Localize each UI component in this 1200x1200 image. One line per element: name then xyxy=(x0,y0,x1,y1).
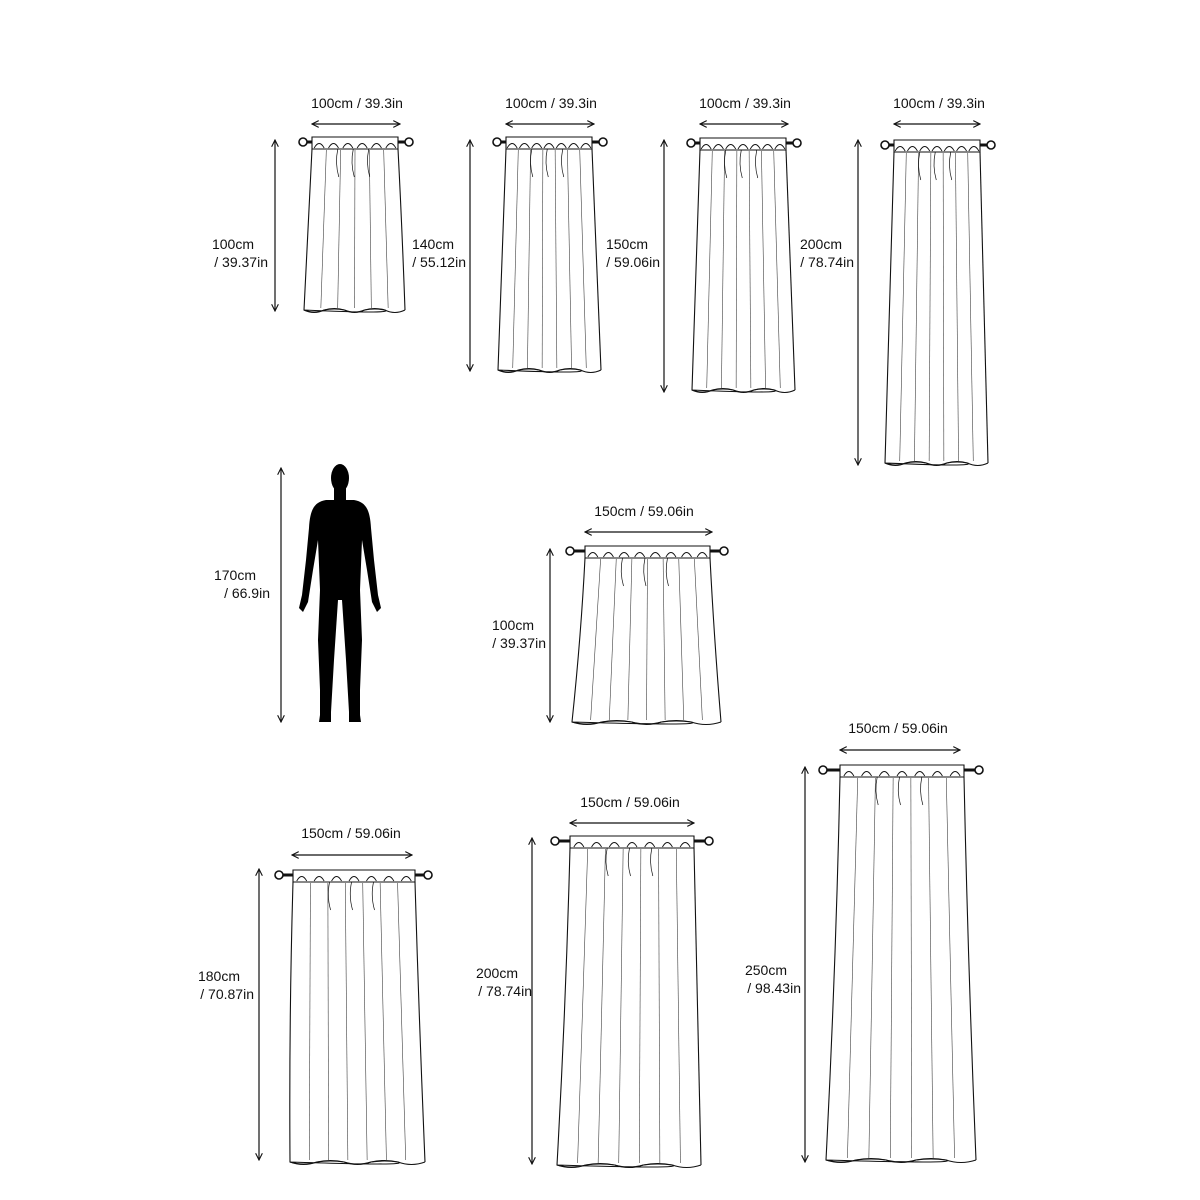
curtain-fabric xyxy=(572,558,721,725)
panel-8-width-label: 150cm / 59.06in xyxy=(848,720,948,736)
curtain-fabric xyxy=(290,882,425,1165)
curtain-panel-8 xyxy=(805,750,983,1163)
human-silhouette xyxy=(299,464,381,722)
panel-6-width-label: 150cm / 59.06in xyxy=(301,825,401,841)
height-cm: 100cm xyxy=(211,236,254,252)
height-in: / 39.37in xyxy=(214,254,268,270)
height-cm: 200cm xyxy=(475,965,518,981)
panel-5-height-label xyxy=(436,616,546,652)
curtain-heading xyxy=(585,546,710,558)
height-cm: 200cm xyxy=(799,236,842,252)
panel-4-height-label xyxy=(744,235,854,271)
height-in: / 55.12in xyxy=(412,254,466,270)
height-in: / 59.06in xyxy=(606,254,660,270)
height-in: / 98.43in xyxy=(747,980,801,996)
panel-1-width-label: 100cm / 39.3in xyxy=(311,95,403,111)
curtain-heading xyxy=(506,137,592,149)
curtain-fabric xyxy=(557,848,701,1168)
panel-6-height-label xyxy=(144,967,254,1003)
height-in: / 70.87in xyxy=(200,986,254,1002)
panel-8-height-label xyxy=(691,961,801,997)
curtain-heading xyxy=(894,140,980,152)
curtain-heading xyxy=(840,765,964,777)
height-in: / 78.74in xyxy=(800,254,854,270)
curtain-panel-6 xyxy=(259,855,432,1165)
panel-4-width-label: 100cm / 39.3in xyxy=(893,95,985,111)
curtain-heading xyxy=(293,870,415,882)
height-in: / 66.9in xyxy=(224,585,270,601)
panel-7-height-label xyxy=(422,964,532,1000)
curtain-heading xyxy=(312,137,398,149)
curtain-fabric xyxy=(304,149,405,313)
panel-2-height-label xyxy=(356,235,466,271)
curtain-panel-5 xyxy=(550,532,728,725)
height-cm: 250cm xyxy=(744,962,787,978)
curtain-fabric xyxy=(885,152,988,466)
curtain-panel-1 xyxy=(275,124,413,313)
height-cm: 140cm xyxy=(411,236,454,252)
height-cm: 150cm xyxy=(605,236,648,252)
panel-5-width-label: 150cm / 59.06in xyxy=(594,503,694,519)
height-in: / 39.37in xyxy=(492,635,546,651)
height-cm: 180cm xyxy=(197,968,240,984)
panel-3-width-label: 100cm / 39.3in xyxy=(699,95,791,111)
curtain-panel-4 xyxy=(858,124,995,466)
panel-2-width-label: 100cm / 39.3in xyxy=(505,95,597,111)
curtain-heading xyxy=(570,836,694,848)
curtain-heading xyxy=(700,138,786,150)
height-cm: 100cm xyxy=(491,617,534,633)
panel-3-height-label xyxy=(550,235,660,271)
height-cm: 170cm xyxy=(213,567,256,583)
panel-1-height-label xyxy=(158,235,268,271)
human-height-label xyxy=(160,566,270,602)
curtain-fabric xyxy=(692,150,795,393)
panel-7-width-label: 150cm / 59.06in xyxy=(580,794,680,810)
height-in: / 78.74in xyxy=(478,983,532,999)
curtain-fabric xyxy=(826,777,976,1163)
curtain-panel-7 xyxy=(532,823,713,1168)
